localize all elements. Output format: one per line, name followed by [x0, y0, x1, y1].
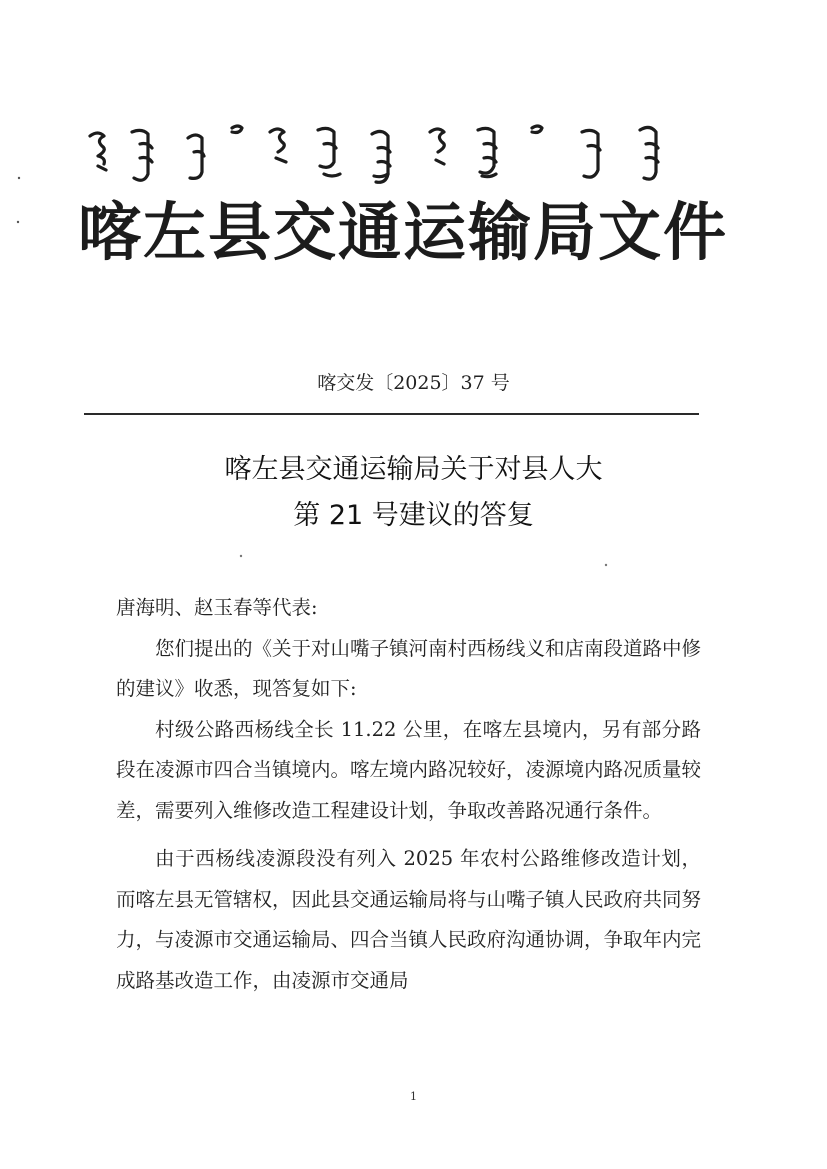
paragraph-2: 村级公路西杨线全长 11.22 公里，在喀左县境内，另有部分路段在凌源市四合当镇境内。喀左境内路况较好，凌源境内路况质量较差，需要列入维修改造工程建设计划，争取改善路况通行条件。 — [116, 717, 702, 822]
header-divider — [84, 413, 699, 415]
page-number: 1 — [410, 1090, 417, 1103]
scan-speck — [605, 564, 607, 566]
document-number: 喀交发〔2025〕37 号 — [317, 372, 510, 394]
agency-title: 喀左县交通运输局文件 — [78, 195, 728, 269]
mongolian-script-header — [80, 118, 700, 193]
scan-speck — [240, 555, 242, 557]
document-title — [0, 447, 827, 539]
salutation: 唐海明、赵玉春等代表: — [116, 596, 318, 619]
scan-speck — [18, 177, 20, 179]
mongolian-script-icon — [80, 118, 700, 193]
scan-speck — [17, 221, 19, 223]
document-title-line-1: 喀左县交通运输局关于对县人大 — [224, 454, 603, 485]
letter-body — [116, 588, 701, 1001]
paragraph-3: 由于西杨线凌源段没有列入 2025 年农村公路维修改造计划，而喀左县无管辖权，因此县交通运输局将与山嘴子镇人民政府共同努力，与凌源市交通运输局、四合当镇人民政府沟通协调，争取年内完成路基改造工作，由凌源市交通局 — [116, 847, 702, 992]
paragraph-1: 您们提出的《关于对山嘴子镇河南村西杨线义和店南段道路中修的建议》收悉，现答复如下: — [116, 636, 702, 700]
document-title-line-2: 第 21 号建议的答复 — [293, 500, 534, 531]
